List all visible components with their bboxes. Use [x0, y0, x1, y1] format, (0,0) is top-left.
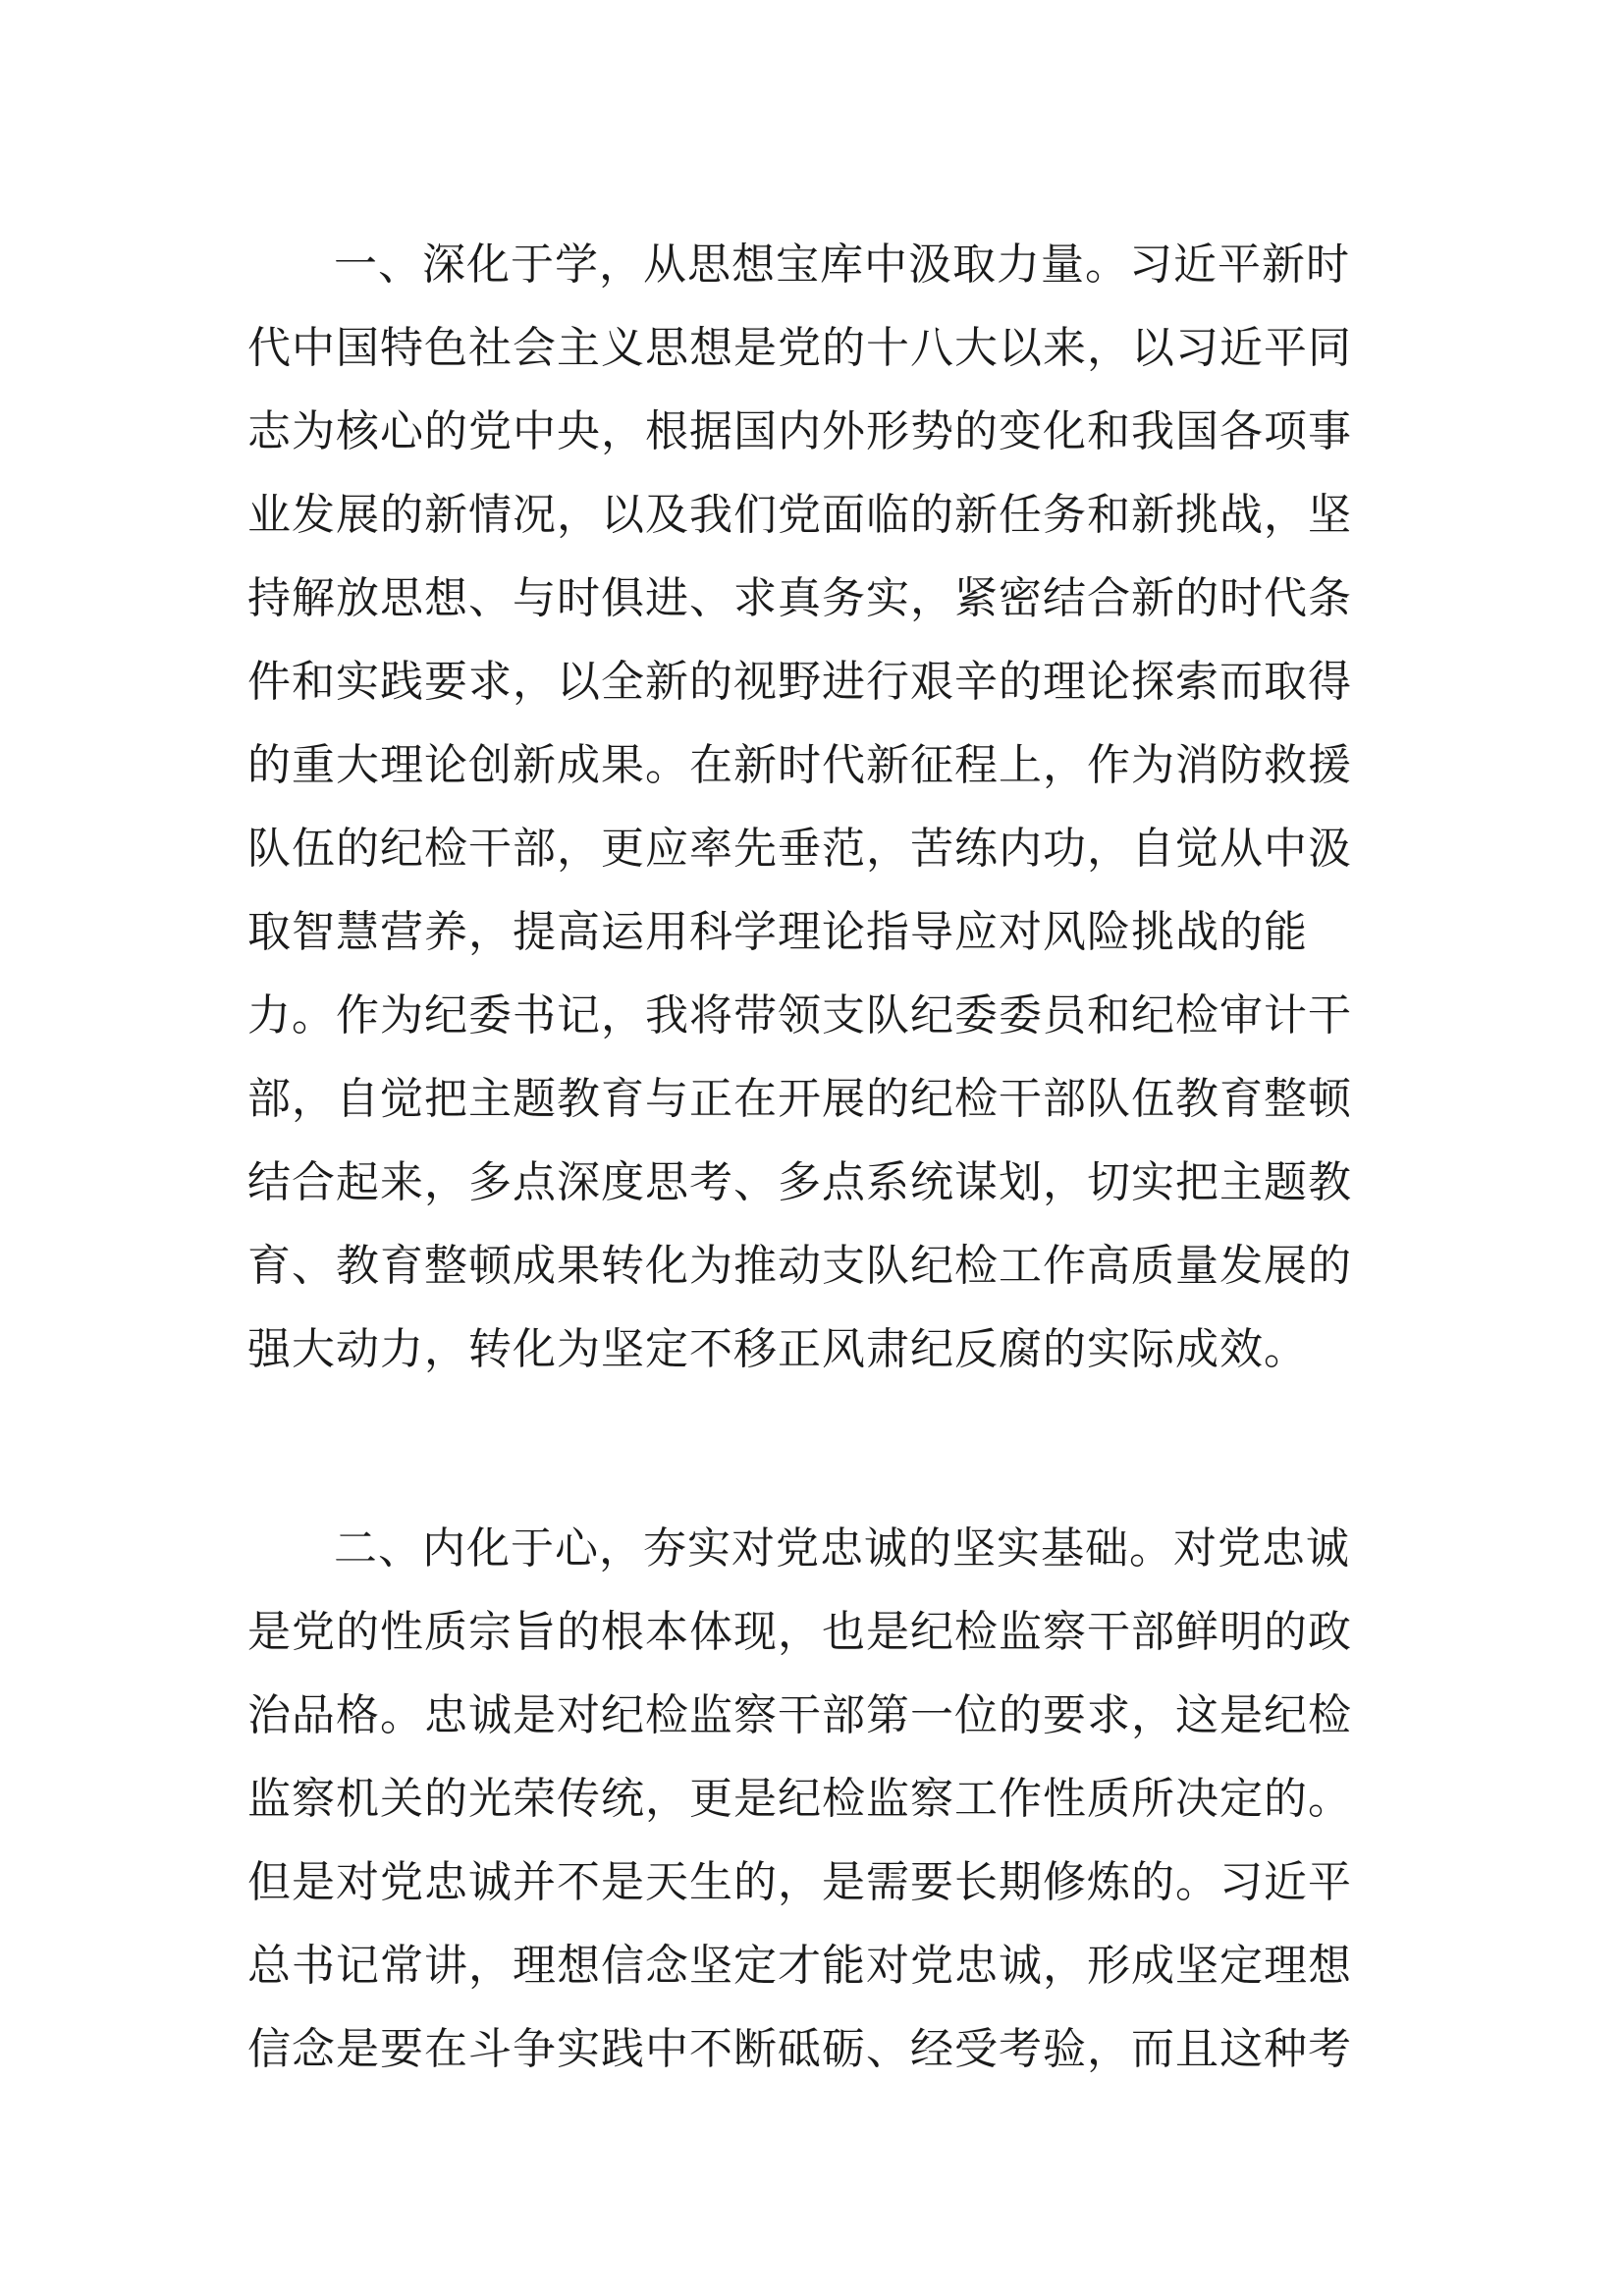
paragraph-line: 是党的性质宗旨的根本体现，也是纪检监察干部鲜明的政: [247, 1607, 1352, 1657]
paragraph-line: 但是对党忠诚并不是天生的，是需要长期修炼的。习近平: [247, 1857, 1352, 1907]
paragraph-line: 力。作为纪委书记，我将带领支队纪委委员和纪检审计干: [247, 990, 1352, 1041]
paragraph-line: 持解放思想、与时俱进、求真务实，紧密结合新的时代条: [247, 573, 1352, 623]
paragraph-line: 信念是要在斗争实践中不断砥砺、经受考验，而且这种考: [247, 2024, 1352, 2074]
paragraph-line: 育、教育整顿成果转化为推动支队纪检工作高质量发展的: [247, 1241, 1352, 1291]
paragraph-line: 件和实践要求，以全新的视野进行艰辛的理论探索而取得: [247, 657, 1352, 707]
paragraph-line: 治品格。忠诚是对纪检监察干部第一位的要求，这是纪检: [247, 1690, 1352, 1740]
paragraph-line: 志为核心的党中央，根据国内外形势的变化和我国各项事: [247, 406, 1352, 456]
paragraph-line: 一、深化于学，从思想宝库中汲取力量。习近平新时: [334, 240, 1350, 290]
paragraph-line: 结合起来，多点深度思考、多点系统谋划，切实把主题教: [247, 1157, 1352, 1207]
paragraph-line: 强大动力，转化为坚定不移正风肃纪反腐的实际成效。: [247, 1324, 1308, 1374]
paragraph-line: 二、内化于心，夯实对党忠诚的坚实基础。对党忠诚: [334, 1523, 1350, 1574]
paragraph-line: 的重大理论创新成果。在新时代新征程上，作为消防救援: [247, 740, 1352, 790]
paragraph-line: 取智慧营养，提高运用科学理论指导应对风险挑战的能: [247, 907, 1308, 957]
paragraph-line: 部，自觉把主题教育与正在开展的纪检干部队伍教育整顿: [247, 1074, 1352, 1124]
paragraph-line: 监察机关的光荣传统，更是纪检监察工作性质所决定的。: [247, 1774, 1352, 1824]
paragraph-line: 总书记常讲，理想信念坚定才能对党忠诚，形成坚定理想: [247, 1941, 1352, 1991]
paragraph-line: 代中国特色社会主义思想是党的十八大以来，以习近平同: [247, 323, 1352, 373]
paragraph-line: 业发展的新情况，以及我们党面临的新任务和新挑战，坚: [247, 490, 1352, 540]
paragraph-line: 队伍的纪检干部，更应率先垂范，苦练内功，自觉从中汲: [247, 824, 1352, 874]
